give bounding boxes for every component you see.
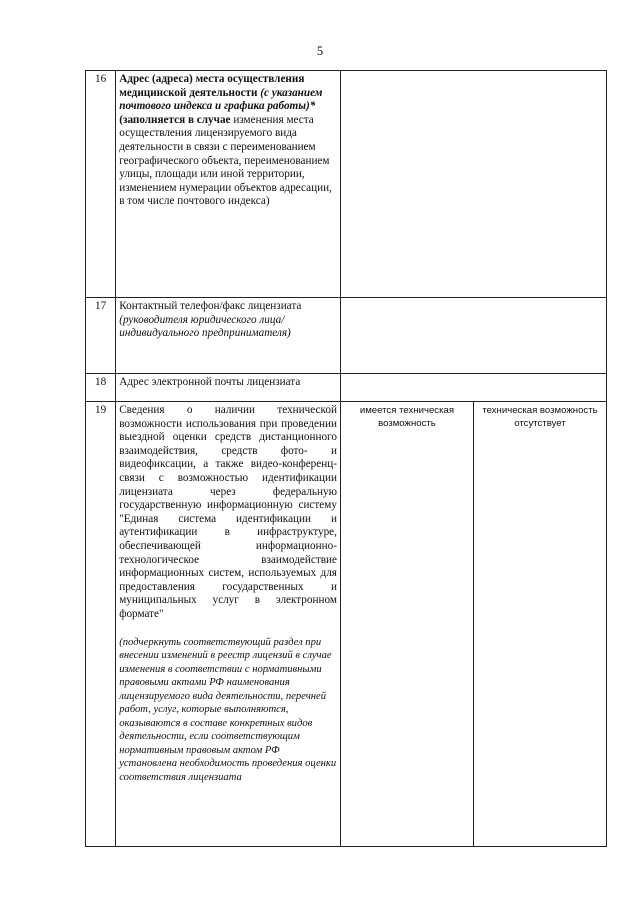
license-form-table [85, 70, 607, 847]
table-row-16 [86, 71, 607, 298]
page-number: 5 [316, 44, 324, 58]
phone-fax-note: (руководителя юридического лица/индивидуального предпринимателя) [119, 313, 291, 340]
row-description [116, 298, 341, 374]
value-cell-18[interactable] [340, 374, 606, 402]
technical-capability-text: Сведения о наличии технической возможности использования при проведении выездной оценки средств дистанционного взаимодействия, средств фото- и видеофиксации, а также видео-конференц-связи с возможностью идентификации лицензиата через федеральную государственную информационную систему "Единая система идентификации и аутентификации в инфраструктуре, обеспечивающей информационно-технологическое взаимодействие информационных систем, используемых для предоставления государственных и муниципальных услуг в электронном формате" [119, 404, 337, 620]
option-capability-available[interactable]: имеется техническая возможность [340, 402, 473, 847]
technical-capability-note: (подчеркнуть соответствующий раздел при внесении изменений в реестр лицензий в случае изменения в соответствии с нормативными правовыми актами РФ наименования лицензируемого вида деятельности, перечней работ, услуг, которые выполняются, оказываются в составе конкретных видов деятельности, если соответствующим нормативным правовым актом РФ установлена необходимость проведения оценки соответствия лицензиата [119, 636, 337, 783]
row-number: 17 [86, 298, 116, 374]
row-description: Адрес электронной почты лицензиата [116, 374, 341, 402]
value-cell-17[interactable] [340, 298, 606, 374]
table-row-18 [86, 374, 607, 402]
option-capability-absent[interactable]: техническая возможность отсутствует [473, 402, 606, 847]
row-number: 19 [86, 402, 116, 847]
address-title: Адрес (адреса) места осуществления медицинской деятельности [119, 73, 305, 99]
value-cell-16[interactable] [340, 71, 606, 298]
row-description [116, 402, 341, 847]
fill-condition-lead: (заполняется в случае [119, 113, 231, 126]
table-row-19 [86, 402, 607, 847]
row-number: 16 [86, 71, 116, 298]
row-description [116, 71, 341, 298]
phone-fax-label: Контактный телефон/факс лицензиата [119, 300, 302, 312]
row-number: 18 [86, 374, 116, 402]
fill-condition-text: изменения места осуществления лицензируемого вида деятельности в связи с переименованием географического объекта, переименованием улицы, площади или иной территории, изменением нумерации объектов адресации, в том числе почтового индекса) [119, 113, 332, 208]
address-title-note: (с указанием почтового индекса и графика работы)* [119, 86, 323, 113]
table-row-17 [86, 298, 607, 374]
